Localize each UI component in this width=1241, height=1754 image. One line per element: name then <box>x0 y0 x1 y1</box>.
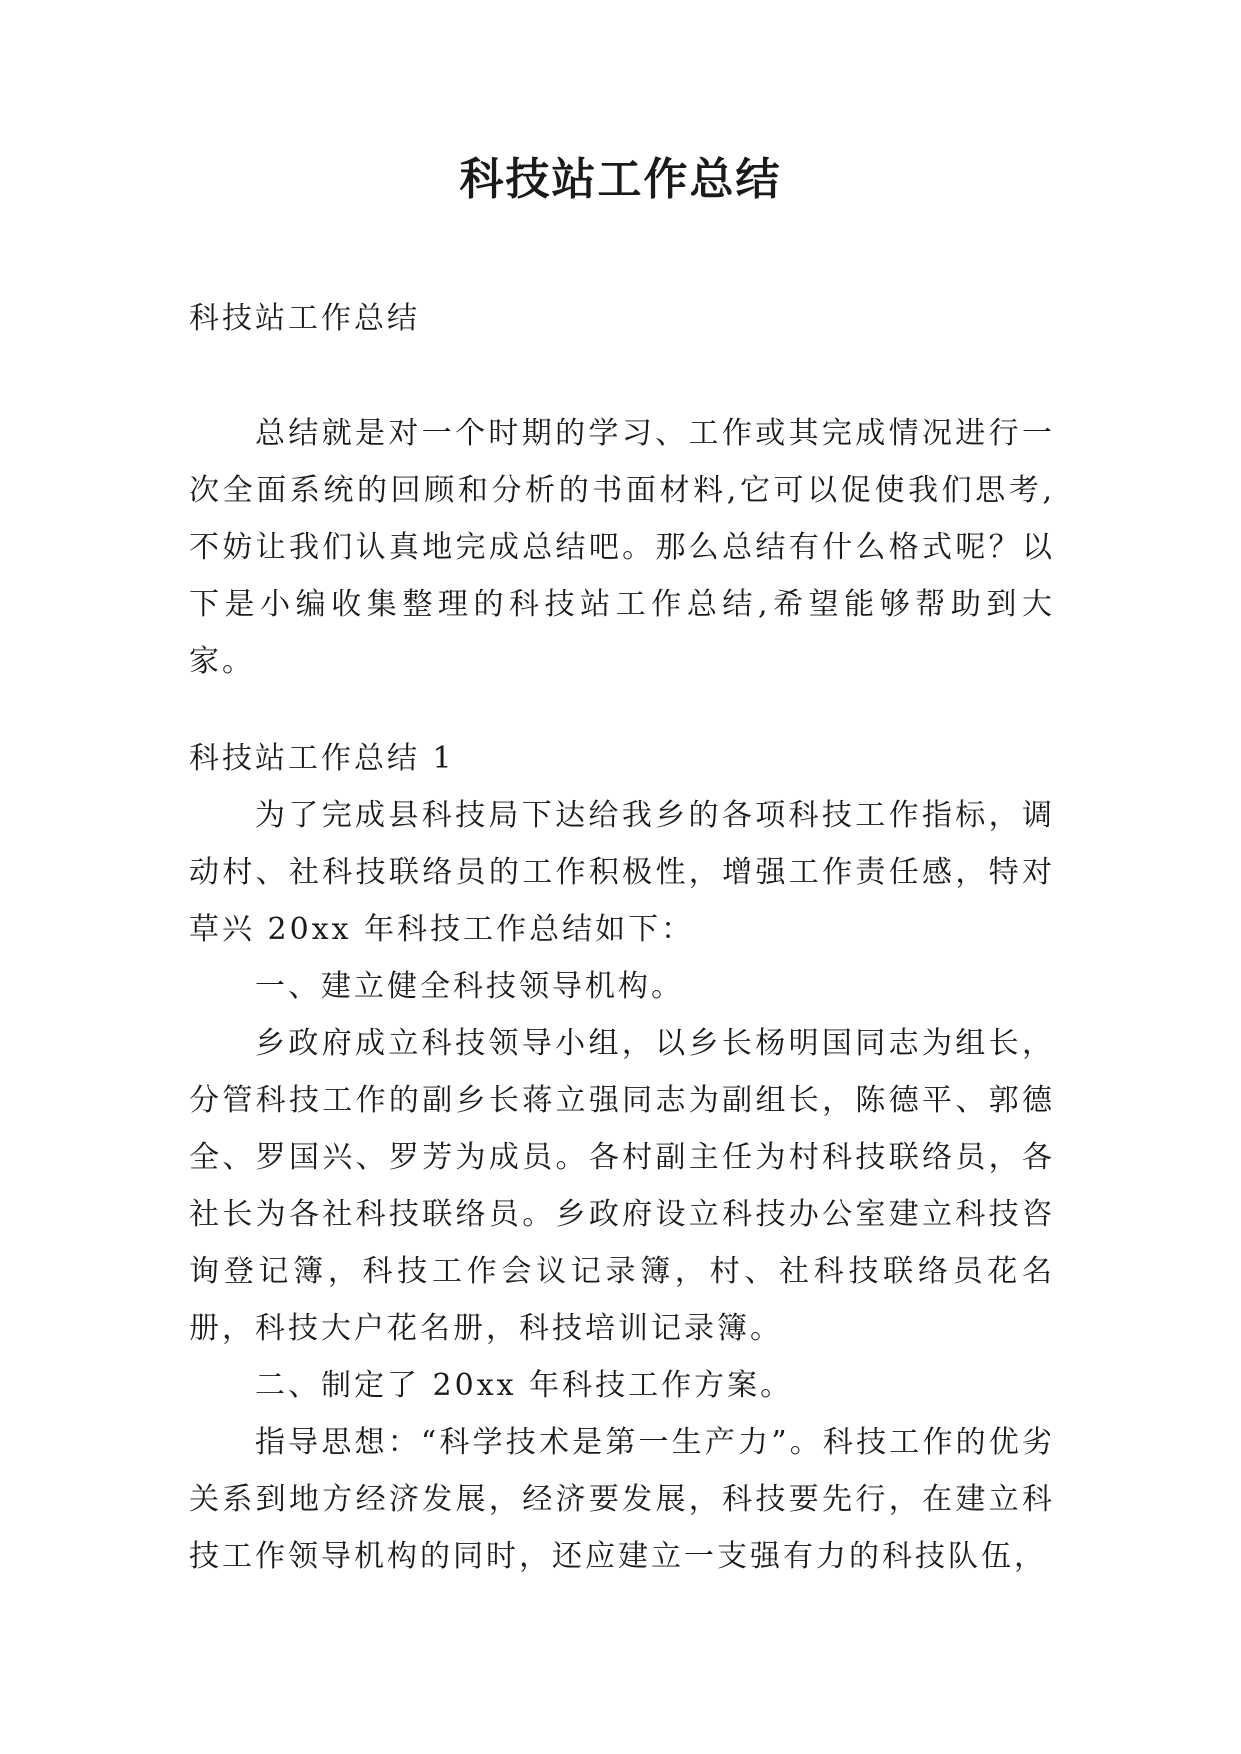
paragraph-leadership: 乡政府成立科技领导小组，以乡长杨明国同志为组长，分管科技工作的副乡长蒋立强同志为副组长，陈德平、郭德全、罗国兴、罗芳为成员。各村副主任为村科技联络员，各社长为各社科技联络员。乡政府设立科技办公室建立科技咨询登记簿，科技工作会议记录簿，村、社科技联络员花名册，科技大户花名册，科技培训记录簿。 <box>189 1026 1055 1346</box>
subtitle-heading: 科技站工作总结 <box>189 301 420 336</box>
document-title: 科技站工作总结 <box>459 154 782 205</box>
intro-paragraph: 总结就是对一个时期的学习、工作或其完成情况进行一次全面系统的回顾和分析的书面材料,它可以促使我们思考,不妨让我们认真地完成总结吧。那么总结有什么格式呢？以下是小编收集整理的科技站工作总结,希望能够帮助到大家。 <box>189 416 1055 679</box>
section-heading-1: 科技站工作总结 1 <box>189 741 455 776</box>
item-heading-1: 一、建立健全科技领导机构。 <box>255 969 684 1004</box>
item-heading-2: 二、制定了 20xx 年科技工作方案。 <box>255 1368 794 1403</box>
paragraph-guiding-thought: 指导思想：“科学技术是第一生产力”。科技工作的优劣关系到地方经济发展，经济要发展，科技要先行，在建立科技工作领导机构的同时，还应建立一支强有力的科技队伍， <box>189 1425 1055 1574</box>
paragraph-purpose: 为了完成县科技局下达给我乡的各项科技工作指标，调动村、社科技联络员的工作积极性，增强工作责任感，特对草兴 20xx 年科技工作总结如下： <box>189 798 1055 947</box>
document-body <box>189 290 1055 1585</box>
